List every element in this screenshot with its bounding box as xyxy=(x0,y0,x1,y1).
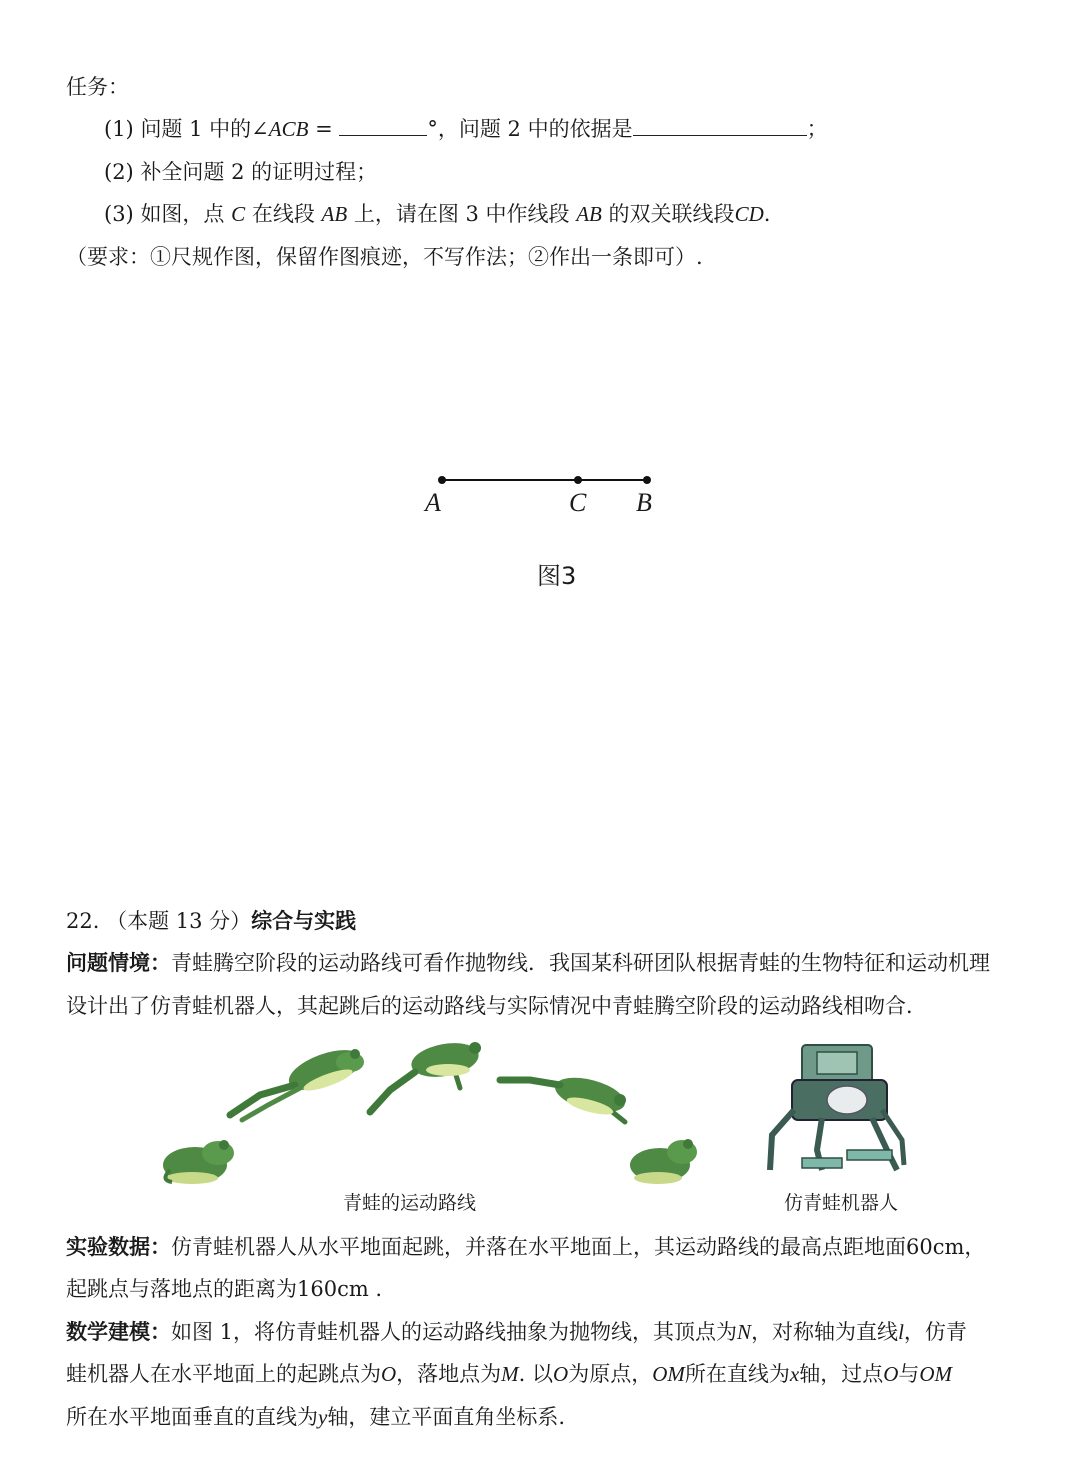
vertex-label: N xyxy=(737,1320,752,1344)
model-text: . 以 xyxy=(518,1362,554,1386)
question-title: 综合与实践 xyxy=(251,909,357,933)
answer-blank xyxy=(339,115,427,136)
frog-leaping-2 xyxy=(370,1038,481,1112)
model-text: 与 xyxy=(898,1362,920,1386)
figure-caption: 图3 xyxy=(537,562,577,590)
situation-label: 问题情境： xyxy=(66,951,171,975)
q22-header xyxy=(66,906,356,936)
point-label: M xyxy=(501,1362,519,1386)
point-b-dot xyxy=(643,476,651,484)
robot-caption: 仿青蛙机器人 xyxy=(784,1192,899,1214)
task-heading: 任务： xyxy=(66,75,129,99)
model-text: 蛙机器人在水平地面上的起跳点为 xyxy=(66,1362,381,1386)
data-line-2: 起跳点与落地点的距离为160cm . xyxy=(66,1277,383,1301)
model-text: 所在直线为 xyxy=(684,1362,790,1386)
model-text: 如图 1，将仿青蛙机器人的运动路线抽象为抛物线，其顶点为 xyxy=(171,1320,738,1344)
model-text: 轴，建立平面直角坐标系. xyxy=(327,1405,566,1429)
frog-robot-illustration xyxy=(762,1040,912,1180)
model-text: 轴，过点 xyxy=(799,1362,884,1386)
situation-line-1 xyxy=(66,948,990,978)
model-text: ，落地点为 xyxy=(396,1362,502,1386)
model-line-2 xyxy=(66,1359,952,1389)
point-c-dot xyxy=(574,476,582,484)
item-text: 问题 1 中的∠ xyxy=(140,117,269,141)
segment-label: AB xyxy=(576,202,602,226)
angle-label: ACB xyxy=(268,117,309,141)
point-b-label: B xyxy=(636,488,652,517)
item-text: . xyxy=(763,202,771,226)
question-score: （本题 13 分） xyxy=(106,909,252,933)
requirement-note: （要求：①尺规作图，保留作图痕迹，不写作法；②作出一条即可）. xyxy=(66,245,703,269)
item-text: 如图，点 xyxy=(140,202,232,226)
item-text: = xyxy=(308,117,340,141)
item-text: 上，请在图 3 中作线段 xyxy=(347,202,577,226)
segment-label: AB xyxy=(321,202,348,226)
point-c-label: C xyxy=(569,488,587,517)
segment-label: CD xyxy=(734,202,764,226)
segment-label: OM xyxy=(652,1362,685,1386)
situation-text: 青蛙腾空阶段的运动路线可看作抛物线．我国某科研团队根据青蛙的生物特征和运动机理 xyxy=(171,951,990,975)
model-text: 为原点， xyxy=(568,1362,653,1386)
task-item-2 xyxy=(104,157,377,187)
axis-label: x xyxy=(789,1362,800,1386)
point-label: O xyxy=(381,1362,397,1386)
item-text: 在线段 xyxy=(245,202,322,226)
point-label: C xyxy=(231,202,246,226)
frog-leaping-3 xyxy=(500,1071,629,1122)
frog-sitting-end xyxy=(630,1139,697,1184)
segment-ab-figure xyxy=(430,470,660,490)
model-line-3 xyxy=(66,1402,565,1432)
frog-jump-illustration xyxy=(150,1030,730,1190)
point-label: O xyxy=(883,1362,899,1386)
item-text: 补全问题 2 的证明过程； xyxy=(140,160,378,184)
segment-label: OM xyxy=(919,1362,953,1386)
axis-label: l xyxy=(898,1320,904,1344)
data-label: 实验数据： xyxy=(66,1235,171,1259)
model-text: 所在水平地面垂直的直线为 xyxy=(66,1405,318,1429)
axis-label: y xyxy=(318,1405,328,1429)
item-number: (3) xyxy=(104,202,134,226)
item-number: (2) xyxy=(104,160,134,184)
item-text: °，问题 2 中的依据是 xyxy=(427,117,633,141)
frog-sitting-start xyxy=(163,1140,234,1184)
situation-line-2: 设计出了仿青蛙机器人，其起跳后的运动路线与实际情况中青蛙腾空阶段的运动路线相吻合． xyxy=(66,994,927,1018)
answer-blank xyxy=(633,115,807,136)
point-a-dot xyxy=(438,476,446,484)
point-label: O xyxy=(553,1362,569,1386)
question-number: 22. xyxy=(66,909,100,933)
model-text: ，对称轴为直线 xyxy=(751,1320,899,1344)
data-line-1 xyxy=(66,1232,985,1262)
model-label: 数学建模： xyxy=(66,1320,171,1344)
model-text: ，仿青 xyxy=(903,1320,967,1344)
item-text: ； xyxy=(806,117,828,141)
frog-path-caption: 青蛙的运动路线 xyxy=(343,1192,477,1214)
item-number: (1) xyxy=(104,117,134,141)
point-a-label: A xyxy=(425,488,441,517)
task-item-1 xyxy=(104,114,828,144)
model-line-1 xyxy=(66,1317,967,1347)
frog-leaping-1 xyxy=(230,1042,366,1120)
task-item-3 xyxy=(104,199,770,229)
item-text: 的双关联线段 xyxy=(601,202,735,226)
data-text: 仿青蛙机器人从水平地面起跳，并落在水平地面上，其运动路线的最高点距地面60cm， xyxy=(171,1235,986,1259)
